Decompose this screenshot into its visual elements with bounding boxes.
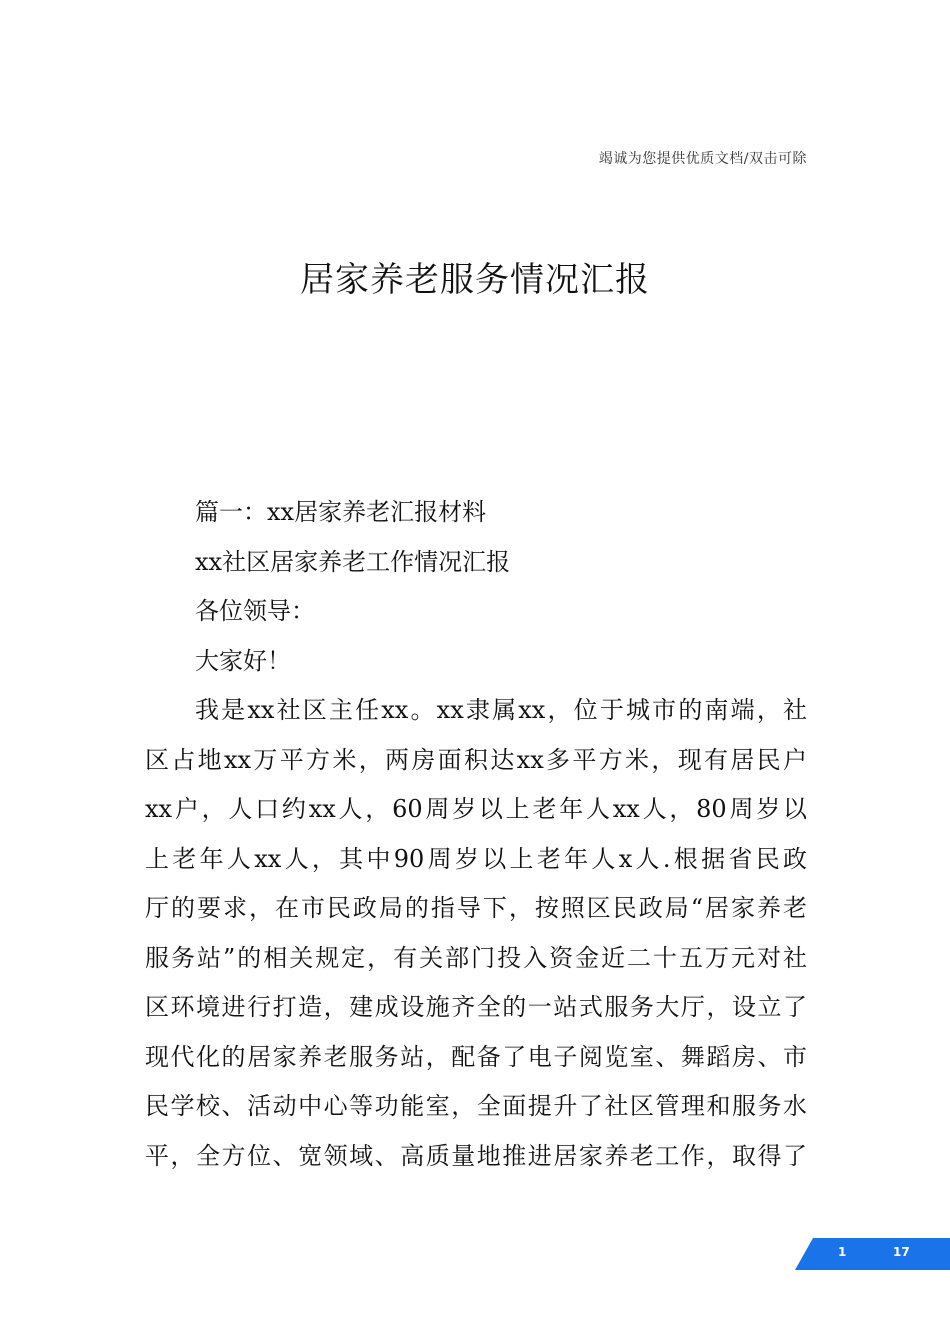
current-page-number: 1 [838,1245,847,1259]
header-note: 竭诚为您提供优质文档/双击可除 [598,151,807,167]
document-title: 居家养老服务情况汇报 [300,260,650,300]
greeting: 大家好！ [195,646,291,675]
document-body [145,488,807,1181]
page-badge-shape [795,1238,950,1270]
paragraph-line: 区占地xx万平方米，两房面积达xx多平方米，现有居民户 [145,745,807,774]
paragraph-line: 服务站”的相关规定，有关部门投入资金近二十五万元对社 [145,943,807,972]
page-number-badge [795,1238,950,1270]
section-heading: 篇一：xx居家养老汇报材料 [195,498,487,526]
total-pages-number: 17 [893,1245,910,1259]
paragraph-line: 上老年人xx人，其中90周岁以上老年人x人.根据省民政 [145,844,807,873]
paragraph-line: 我是xx社区主任xx。xx隶属xx，位于城市的南端，社 [195,696,807,724]
report-subtitle: xx社区居家养老工作情况汇报 [195,547,511,576]
paragraph-line: 现代化的居家养老服务站，配备了电子阅览室、舞蹈房、市 [145,1042,807,1071]
paragraph-line: 厅的要求，在市民政局的指导下，按照区民政局“居家养老 [145,894,807,922]
paragraph-line: xx户，人口约xx人，60周岁以上老年人xx人，80周岁以 [145,795,807,823]
paragraph-line: 区环境进行打造，建成设施齐全的一站式服务大厅，设立了 [145,993,807,1021]
salutation: 各位领导： [195,597,315,625]
paragraph-line: 民学校、活动中心等功能室，全面提升了社区管理和服务水 [145,1092,807,1120]
paragraph-line: 平，全方位、宽领域、高质量地推进居家养老工作，取得了 [145,1141,807,1170]
